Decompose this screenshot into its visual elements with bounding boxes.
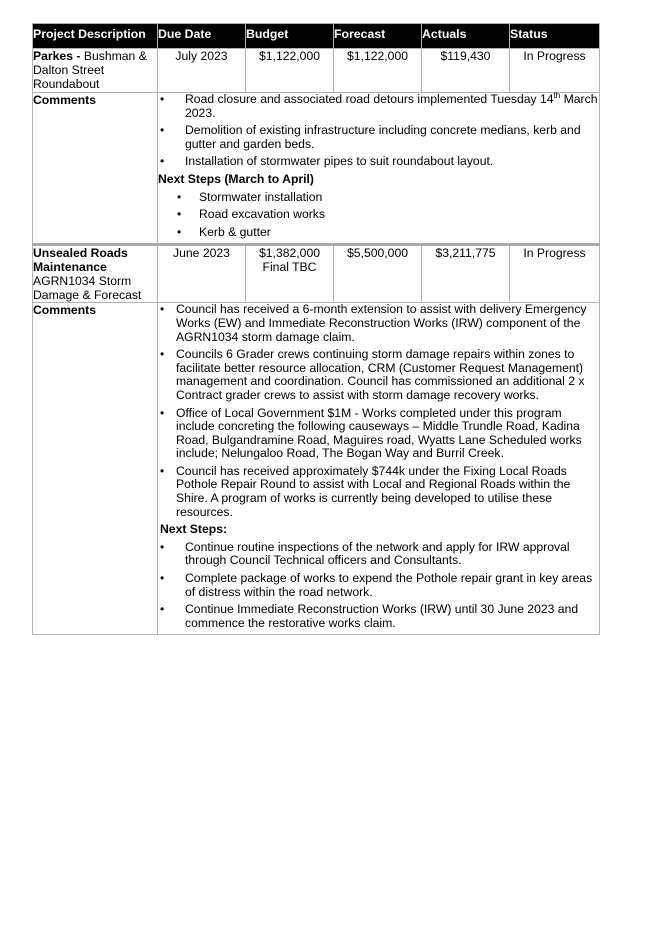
actuals: $3,211,775 — [422, 245, 510, 303]
budget-value: $1,382,000 — [259, 246, 320, 261]
list-item: • Demolition of existing infrastructure including concrete medians, kerb and gutter and garden beds. — [158, 124, 599, 151]
comment-list — [158, 303, 599, 519]
project-name-bold: Unsealed Roads Maintenance — [33, 246, 128, 275]
comments-label: Comments — [33, 93, 158, 245]
list-item: • Road closure and associated road detours implemented Tuesday 14th March 2023. — [158, 93, 599, 120]
comments-row — [33, 303, 600, 635]
comments-label: Comments — [33, 303, 158, 635]
next-steps-list — [158, 191, 599, 240]
table-row — [33, 245, 600, 303]
project-name-bold: Parkes - — [33, 49, 84, 63]
budget — [246, 245, 334, 303]
list-item: • Installation of stormwater pipes to suit roundabout layout. — [158, 155, 599, 169]
due-date: July 2023 — [158, 49, 246, 93]
header-project-description: Project Description — [33, 24, 158, 49]
project-name: AGRN1034 Storm Damage & Forecast — [33, 274, 142, 303]
status: In Progress — [510, 49, 600, 93]
due-date: June 2023 — [158, 245, 246, 303]
project-name: Bushman & Dalton Street Roundabout — [33, 49, 147, 91]
project-description — [33, 245, 158, 303]
list-item: • Kerb & gutter — [158, 226, 599, 240]
table-row — [33, 49, 600, 93]
header-due-date: Due Date — [158, 24, 246, 49]
list-item: • Council has received a 6-month extension to assist with delivery Emergency Works (EW) and Immediate Reconstruction Works (IRW) component of the AGRN1034 storm damage claim. — [158, 303, 599, 344]
header-status: Status — [510, 24, 600, 49]
next-steps-list — [158, 541, 599, 631]
budget: $1,122,000 — [246, 49, 334, 93]
list-item: • Councils 6 Grader crews continuing storm damage repairs within zones to facilitate better resource allocation, CRM (Customer Request Management) management and coordination. Council has commissioned an additional 2 x Contract grader crews to assist with storm damage recovery works. — [158, 348, 599, 402]
forecast: $5,500,000 — [334, 245, 422, 303]
list-item: • Continue Immediate Reconstruction Works (IRW) until 30 June 2023 and commence the restorative works claim. — [158, 603, 599, 630]
list-item: • Road excavation works — [158, 208, 599, 222]
header-forecast: Forecast — [334, 24, 422, 49]
header-actuals: Actuals — [422, 24, 510, 49]
comments-row — [33, 93, 600, 245]
project-status-table — [32, 23, 600, 635]
budget-note: Final TBC — [262, 260, 317, 275]
next-steps-heading: Next Steps (March to April) — [158, 171, 314, 186]
forecast: $1,122,000 — [334, 49, 422, 93]
next-steps-heading: Next Steps: — [160, 522, 228, 537]
actuals: $119,430 — [422, 49, 510, 93]
comment-list — [158, 90, 599, 169]
header-row — [33, 24, 600, 49]
status: In Progress — [510, 245, 600, 303]
list-item: • Continue routine inspections of the network and apply for IRW approval through Council Technical officers and Consultants. — [158, 541, 599, 568]
list-item: • Office of Local Government $1M - Works completed under this program include concreting the following causeways – Middle Trundle Road, Kadina Road, Bulgandramine Road, Maguires road, Wyatts Lane Scheduled works include; Nelungaloo Road, The Bogan Way and Burril Creek. — [158, 407, 599, 461]
list-item: • Stormwater installation — [158, 191, 599, 205]
header-budget: Budget — [246, 24, 334, 49]
list-item: • Complete package of works to expend the Pothole repair grant in key areas of distress within the road network. — [158, 572, 599, 599]
list-item: • Council has received approximately $744k under the Fixing Local Roads Pothole Repair Round to assist with Local and Regional Roads within the Shire. A program of works is currently being developed to utilise these resources. — [158, 465, 599, 519]
comments-cell — [158, 303, 600, 635]
project-description — [33, 49, 158, 93]
comments-cell — [158, 90, 600, 245]
